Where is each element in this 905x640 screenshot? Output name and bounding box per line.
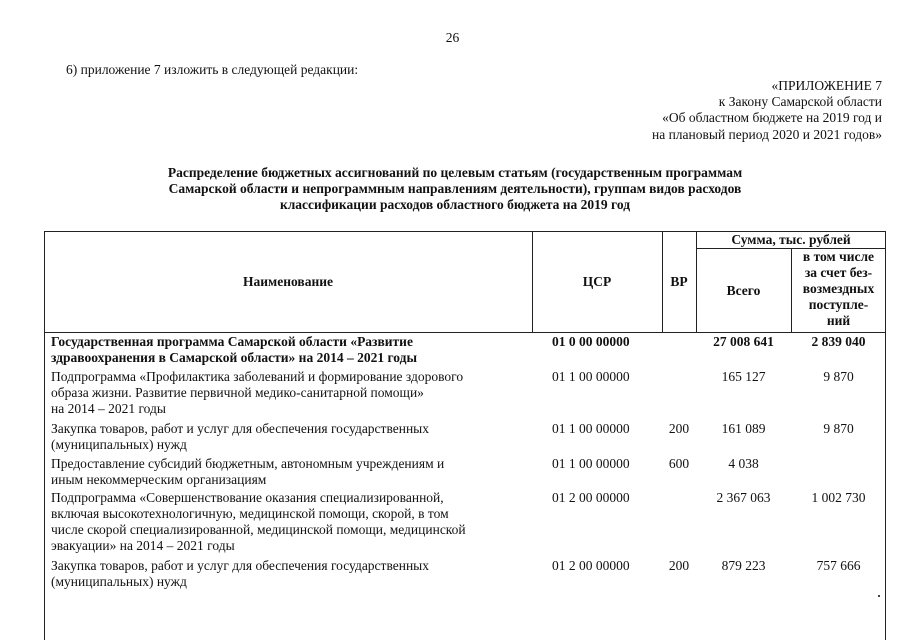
header-name: Наименование [243,274,333,289]
row-name-line: включая высокотехнологичную, медицинской помощи, скорой, в том [51,505,449,521]
header-vr: ВР [670,274,688,289]
header-gratuitous-line: возмездных [802,281,875,297]
row-name-line: (муниципальных) нужд [51,436,187,452]
row-name-line: Закупка товаров, работ и услуг для обеспечения государственных [51,421,430,436]
row-vr: 200 [668,558,690,573]
row-csr: 01 0 00 00000 [552,334,630,349]
annex-line: «Об областном бюджете на 2019 год и [662,110,882,126]
row-total: 4 038 [728,456,759,471]
header-gratuitous-line: поступле- [808,297,869,313]
annex-header [652,78,882,143]
title-line: классификации расходов областного бюджета на 2019 год [279,197,631,213]
intro-text: 6) приложение 7 изложить в следующей редакции: [66,62,359,77]
annex-line: к Закону Самарской области [718,94,882,110]
row-name [51,334,529,366]
row-csr: 01 1 00 00000 [552,421,630,436]
document-title [100,165,810,214]
row-csr: 01 2 00 00000 [552,490,630,505]
row-name-line: здравоохранения в Самарской области» на 2014 – 2021 годы [51,349,417,365]
row-name-line: иным некоммерческим организациям [51,471,267,487]
row-gratuitous: 9 870 [823,369,854,384]
header-csr: ЦСР [582,274,612,289]
header-gratuitous-line: ний [826,313,851,329]
row-name-line: на 2014 – 2021 годы [51,400,166,416]
header-divider [44,332,886,333]
title-line: Распределение бюджетных ассигнований по целевым статьям (государственным программам [167,165,743,180]
annex-line: «ПРИЛОЖЕНИЕ 7 [771,78,882,93]
row-csr: 01 1 00 00000 [552,369,630,384]
row-vr: 600 [668,456,690,471]
header-total: Всего [726,283,761,298]
row-total: 879 223 [721,558,766,573]
scan-dot [878,595,880,597]
row-total: 161 089 [721,421,766,436]
row-gratuitous: 9 870 [823,421,854,436]
budget-table [44,231,886,640]
annex-line: на плановый период 2020 и 2021 годов» [651,126,882,142]
row-name-line: Предоставление субсидий бюджетным, автономным учреждениям и [51,456,445,471]
row-csr: 01 2 00 00000 [552,558,630,573]
row-name-line: эвакуации» на 2014 – 2021 годы [51,537,235,553]
row-name [51,421,529,453]
row-name-line: Государственная программа Самарской области «Развитие [51,334,413,349]
row-vr: 200 [668,421,690,436]
row-name-line: числе скорой специализированной, медицинской помощи, медицинской [51,521,466,537]
row-name [51,558,529,590]
row-total: 2 367 063 [716,490,771,505]
row-csr: 01 1 00 00000 [552,456,630,471]
row-name-line: Подпрограмма «Совершенствование оказания специализированной, [51,490,444,505]
row-gratuitous: 1 002 730 [811,490,866,505]
row-name-line: (муниципальных) нужд [51,573,187,589]
row-name-line: образа жизни. Развитие первичной медико-санитарной помощи» [51,384,424,400]
row-total: 27 008 641 [713,334,774,349]
row-name [51,490,529,554]
table-border-left [44,231,45,640]
row-name [51,456,529,488]
header-gratuitous [791,249,886,329]
row-name [51,369,529,417]
row-gratuitous: 2 839 040 [811,334,866,349]
row-name-line: Подпрограмма «Профилактика заболеваний и формирование здорового [51,369,464,384]
row-total: 165 127 [721,369,766,384]
page-number: 26 [445,30,460,45]
row-name-line: Закупка товаров, работ и услуг для обеспечения государственных [51,558,430,573]
header-sum: Сумма, тыс. рублей [731,232,851,247]
row-gratuitous: 757 666 [816,558,861,573]
title-line: Самарской области и непрограммным направлениям деятельности), группам видов расходов [168,181,742,197]
header-gratuitous-line: за счет без- [804,265,873,281]
header-gratuitous-line: в том числе [802,249,875,264]
